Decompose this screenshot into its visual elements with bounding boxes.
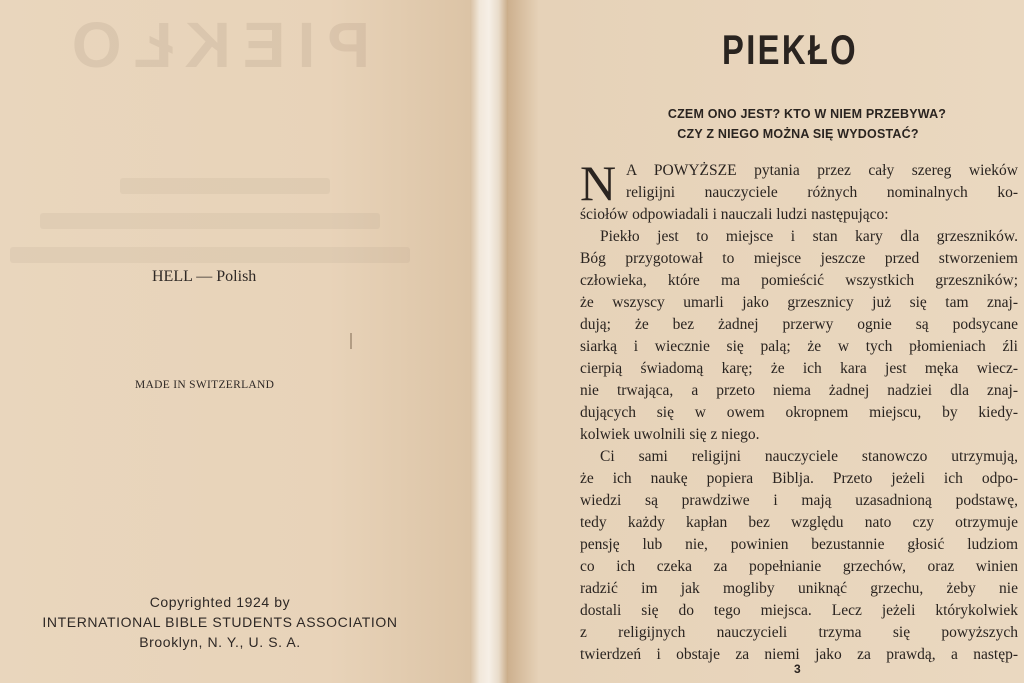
publisher-line: INTERNATIONAL BIBLE STUDENTS ASSOCIATION	[42, 614, 398, 630]
text-line: Bóg przygotował to miejsce jeszcze przed stworzeniem	[580, 250, 1018, 267]
subtitle-line: CZY Z NIEGO MOŻNA SIĘ WYDOSTAĆ?	[677, 127, 919, 141]
text-line: co ich czeka za popełnianie grzechów, oraz winien	[580, 558, 1018, 575]
body-text	[580, 155, 1018, 666]
text-line: Ci sami religijni nauczyciele stanowczo utrzymują,	[600, 448, 1018, 465]
left-page	[0, 0, 470, 683]
text-line: wiedzi są prawdziwe i mają uzasadnioną podstawę,	[580, 492, 1018, 509]
bleed-through-line	[10, 247, 410, 263]
bleed-through-title: PIEKŁO	[59, 9, 370, 81]
text-line: pensję lub nie, powinien bezustannie głosić ludziom	[580, 536, 1018, 553]
text-line: A POWYŻSZE pytania przez cały szereg wieków	[626, 162, 1018, 179]
paper-mark	[350, 333, 352, 349]
bleed-through-line	[40, 213, 380, 229]
text-line: kolwiek uwolnili się z niego.	[580, 426, 760, 443]
text-line: nie trwająca, a przeto niema żadnej nadziei dla znaj-	[580, 382, 1018, 399]
book-gutter	[470, 0, 508, 683]
text-line: dostali się do tego miejsca. Lecz jeżeli którykolwiek	[580, 602, 1018, 619]
text-line: że ich naukę popiera Biblja. Przeto jeżeli ich odpo-	[580, 470, 1018, 487]
page-number: 3	[794, 662, 801, 676]
text-line: Piekło jest to miejsce i stan kary dla grzeszników.	[600, 228, 1018, 245]
copyright-block	[0, 592, 440, 652]
text-line: cierpią świadomą karę; że ich kara jest męka wiecz-	[580, 360, 1018, 377]
page-title: PIEKŁO	[722, 26, 859, 73]
text-line: człowieka, które ma pomieścić wszystkich grzeszników;	[580, 272, 1018, 289]
language-label: HELL — Polish	[152, 268, 257, 285]
text-line: dujących się w owem okropnem miejscu, by kiedy-	[580, 404, 1018, 421]
text-line: radzić im jak mogliby uniknąć grzechu, żeby nie	[580, 580, 1018, 597]
subtitle-line: CZEM ONO JEST? KTO W NIEM PRZEBYWA?	[667, 107, 947, 121]
made-in-label: MADE IN SWITZERLAND	[135, 379, 275, 391]
text-line: z religijnych nauczycieli trzyma się powyższych	[580, 624, 1018, 641]
text-line: siarką i wiecznie się palą; że w tych płomieniach źli	[580, 338, 1018, 355]
text-line: ściołów odpowiadali i nauczali ludzi następująco:	[580, 206, 889, 223]
address-line: Brooklyn, N. Y., U. S. A.	[139, 634, 301, 650]
bleed-through-line	[120, 178, 330, 194]
copyright-line: Copyrighted 1924 by	[149, 594, 291, 610]
text-line: religijni nauczyciele różnych nominalnych ko-	[626, 184, 1018, 201]
drop-cap: N	[580, 155, 617, 211]
text-line: tedy każdy kapłan bez względu nato czy otrzymuje	[580, 514, 1018, 531]
text-line: twierdzeń i obstaje za niemi jako za prawdą, a następ-	[580, 646, 1018, 663]
text-line: dują; że bez żadnej przerwy ognie są podsycane	[580, 316, 1018, 333]
text-line: że wszyscy umarli jako grzesznicy już się tam znaj-	[580, 294, 1018, 311]
